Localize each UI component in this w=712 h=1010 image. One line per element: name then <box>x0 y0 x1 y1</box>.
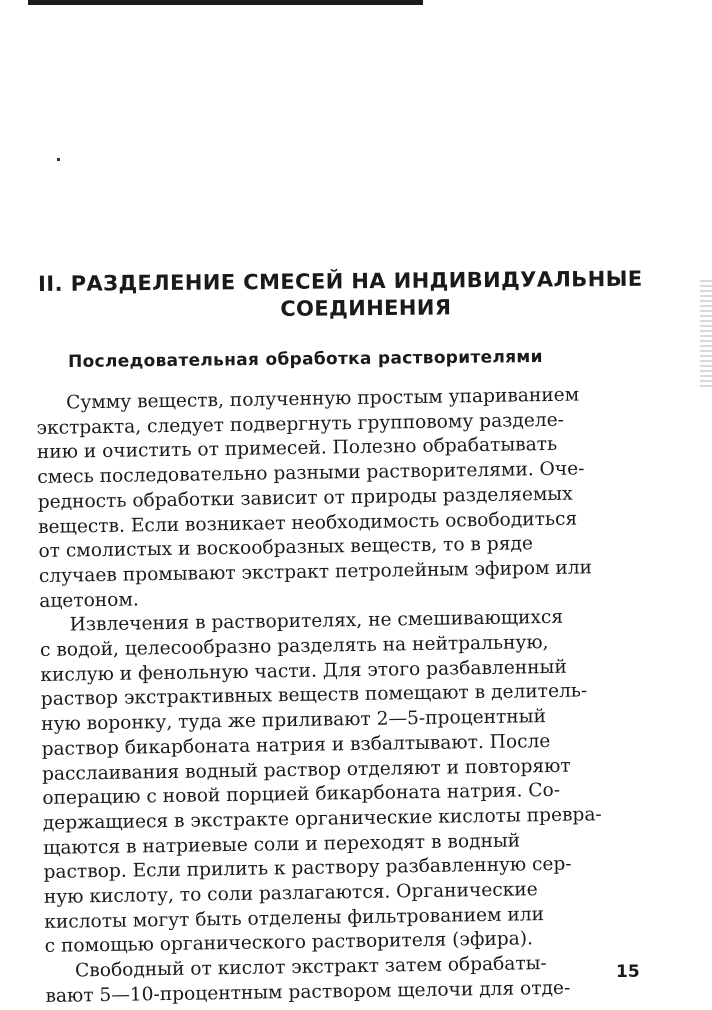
body-text <box>36 383 646 1010</box>
chapter-title-line-2: СОЕДИНЕНИЯ <box>280 295 452 321</box>
scan-speck <box>57 158 60 161</box>
paragraph-line: смесь последовательно разными растворителями. Оче- <box>37 458 585 489</box>
chapter-title <box>38 266 643 325</box>
section-heading: Последовательная обработка растворителями <box>68 347 543 372</box>
paragraph-line: щаются в натриевые соли и переходят в водный <box>43 830 521 859</box>
paragraph-line: Свободный от кислот экстракт затем обрабаты- <box>74 953 547 982</box>
page-number: 15 <box>616 962 640 982</box>
paragraph-line: ную воронку, туда же приливают 2—5-процентный <box>41 706 547 736</box>
paragraph-line: с водой, целесообразно разделять на нейтральную, <box>39 632 549 661</box>
paragraph-line: раствор бикарбоната натрия и взбалтывают. После <box>41 730 551 760</box>
paragraph-line: ацетоном. <box>39 589 139 612</box>
paragraph-line: вают 5—10-процентным раствором щелочи для отде- <box>45 977 571 1007</box>
paragraph-line: от смолистых и воскообразных веществ, то в ряде <box>38 533 534 563</box>
paragraph-line: раствор. Если прилить к раствору разбавленную сер- <box>43 854 572 884</box>
paragraph-line: Извлечения в растворителях, не смешивающихся <box>69 607 564 636</box>
paragraph-line: раствор экстрактивных веществ помещают в делитель- <box>40 680 588 711</box>
paragraph-line: операцию с новой порцией бикарбоната натрия. Со- <box>42 780 561 810</box>
paragraph-line: экстракта, следует подвергнуть групповому разделе- <box>36 409 565 439</box>
paragraph-3 <box>45 951 646 1010</box>
paragraph-line: с помощью органического растворителя (эфира). <box>44 928 534 958</box>
paragraph-line: случаев промывают экстракт петролейным эфиром или <box>38 557 593 587</box>
paragraph-line: Сумму веществ, полученную простым упариванием <box>66 384 580 414</box>
paragraph-1 <box>36 383 639 615</box>
top-rule <box>28 0 423 5</box>
paragraph-line: кислоты могут быть отделены фильтрованием или <box>44 903 545 933</box>
paragraph-line: веществ. Если возникает необходимость освободиться <box>37 508 578 538</box>
paragraph-line: нию и очистить от примесей. Полезно обрабатывать <box>36 434 558 464</box>
scan-edge-artifact <box>700 280 712 390</box>
paragraph-line: кислую и фенольную части. Для этого разбавленный <box>40 656 567 686</box>
paragraph-2 <box>39 605 644 960</box>
paragraph-line: расслаивания водный раствор отделяют и повторяют <box>41 755 571 785</box>
paragraph-line: держащиеся в экстракте органические кислоты превра- <box>42 804 602 834</box>
chapter-title-line-1: II. РАЗДЕЛЕНИЕ СМЕСЕЙ НА ИНДИВИДУАЛЬНЫЕ <box>38 266 643 296</box>
paragraph-line: ную кислоту, то соли разлагаются. Органические <box>43 879 538 908</box>
paragraph-line: редность обработки зависит от природы разделяемых <box>37 483 573 513</box>
